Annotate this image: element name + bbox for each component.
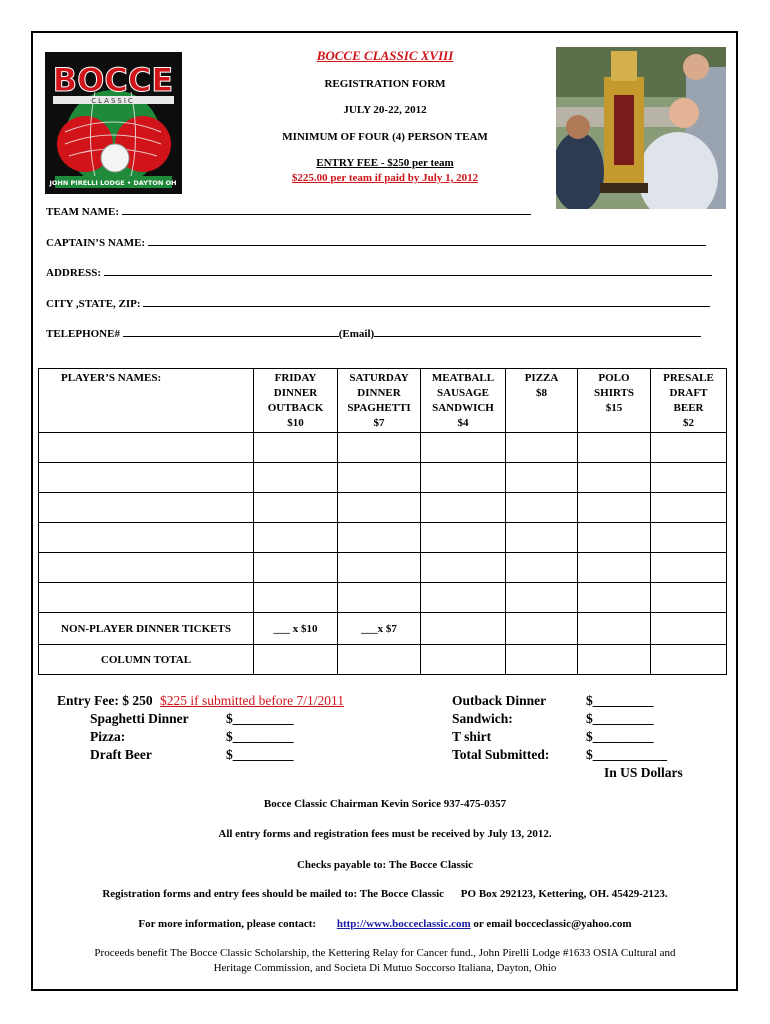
po-box: PO Box 292123, Kettering, OH. 45429-2123. (460, 888, 668, 900)
city-state-zip-line[interactable] (143, 297, 710, 307)
entry-fee-early: $225 if submitted before 7/1/2011 (159, 693, 344, 708)
entry-fee: ENTRY FEE - $250 per team (316, 157, 454, 169)
player-row[interactable] (39, 463, 727, 493)
telephone-field[interactable] (46, 327, 701, 340)
sandwich-label: Sandwich: (452, 711, 513, 726)
total-label: Total Submitted: (452, 747, 550, 762)
entry-fee-label: Entry Fee: $ 250 (57, 693, 153, 708)
city-state-zip-field[interactable] (46, 297, 710, 310)
non-player-friday[interactable]: ___ x $10 (254, 613, 338, 645)
beer-label: Draft Beer (90, 747, 152, 762)
proceeds-line-2: Heritage Commission, and Societa Di Mutuo Soccorso Italiana, Dayton, Ohio (213, 962, 557, 974)
checks-line: Checks payable to: The Bocce Classic (296, 859, 474, 871)
column-total-row (39, 645, 727, 675)
player-row[interactable] (39, 553, 727, 583)
telephone-line[interactable] (123, 327, 339, 337)
website-link[interactable]: http://www.bocceclassic.com (336, 918, 471, 930)
telephone-label: TELEPHONE# (46, 328, 120, 340)
address-field[interactable] (46, 266, 712, 279)
spaghetti-label: Spaghetti Dinner (90, 711, 189, 726)
non-player-label: NON-PLAYER DINNER TICKETS (39, 613, 254, 645)
player-row[interactable] (39, 523, 727, 553)
spaghetti-amount[interactable]: $_________ (226, 711, 294, 726)
logo-artwork (45, 52, 182, 194)
chairman-line: Bocce Classic Chairman Kevin Sorice 937-475-0357 (263, 798, 507, 810)
sandwich-column-header: MEATBALL SAUSAGE SANDWICH $4 (421, 369, 506, 433)
contact-line (40, 918, 730, 930)
sandwich-amount[interactable]: $_________ (586, 711, 654, 726)
entry-fee-line (57, 693, 344, 709)
tshirt-amount[interactable]: $_________ (586, 729, 654, 744)
contact-email: or email bocceclassic@yahoo.com (473, 918, 632, 930)
tshirt-label: T shirt (452, 729, 492, 744)
order-table (38, 368, 727, 675)
beer-amount[interactable]: $_________ (226, 747, 294, 762)
captain-name-label: CAPTAIN’S NAME: (46, 237, 146, 249)
outback-amount[interactable]: $_________ (586, 693, 654, 708)
logo-footer: JOHN PIRELLI LODGE • DAYTON OH (49, 179, 177, 187)
mail-to: Registration forms and entry fees should be mailed to: The Bocce Classic (102, 888, 445, 900)
event-dates: JULY 20-22, 2012 (343, 104, 427, 116)
players-column-header: PLAYER’S NAMES: (39, 369, 254, 433)
contact-label: For more information, please contact: (138, 918, 317, 930)
team-name-label: TEAM NAME: (46, 206, 120, 218)
city-state-zip-label: CITY ,STATE, ZIP: (46, 298, 141, 310)
address-label: ADDRESS: (46, 267, 102, 279)
mailing-line (40, 888, 730, 900)
friday-column-header: FRIDAY DINNER OUTBACK $10 (254, 369, 338, 433)
trophy-photo-art (556, 47, 726, 209)
deadline-line: All entry forms and registration fees must be received by July 13, 2012. (218, 828, 552, 840)
captain-name-field[interactable] (46, 236, 706, 249)
pizza-column-header: PIZZA $8 (506, 369, 578, 433)
captain-name-line[interactable] (148, 236, 706, 246)
bocce-classic-logo (45, 52, 182, 194)
address-line[interactable] (104, 266, 712, 276)
email-label: (Email) (338, 328, 375, 340)
column-total-label: COLUMN TOTAL (39, 645, 254, 675)
trophy-photo (556, 47, 726, 209)
team-name-field[interactable] (46, 205, 531, 218)
currency-note: In US Dollars (604, 765, 683, 780)
non-player-saturday[interactable]: ___x $7 (338, 613, 421, 645)
saturday-column-header: SATURDAY DINNER SPAGHETTI $7 (338, 369, 421, 433)
pizza-label: Pizza: (90, 729, 126, 744)
non-player-row (39, 613, 727, 645)
team-name-line[interactable] (122, 205, 531, 215)
player-row[interactable] (39, 493, 727, 523)
total-amount[interactable]: $___________ (586, 747, 667, 762)
early-fee: $225.00 per team if paid by July 1, 2012 (291, 172, 479, 184)
table-header-row (39, 369, 727, 433)
email-line[interactable] (374, 327, 701, 337)
logo-word: BOCCE (52, 61, 174, 99)
outback-label: Outback Dinner (452, 693, 547, 708)
logo-band: CLASSIC (91, 97, 135, 105)
page-title: BOCCE CLASSIC XVIII (316, 48, 454, 63)
polo-column-header: POLO SHIRTS $15 (578, 369, 651, 433)
form-subtitle: REGISTRATION FORM (324, 78, 446, 90)
team-minimum: MINIMUM OF FOUR (4) PERSON TEAM (282, 131, 488, 143)
player-row[interactable] (39, 433, 727, 463)
proceeds-line-1: Proceeds benefit The Bocce Classic Scholarship, the Kettering Relay for Cancer fund., John Pirelli Lodge #1633 OSIA Cultural and (94, 947, 676, 959)
pizza-amount[interactable]: $_________ (226, 729, 294, 744)
player-row[interactable] (39, 583, 727, 613)
beer-column-header: PRESALE DRAFT BEER $2 (651, 369, 727, 433)
